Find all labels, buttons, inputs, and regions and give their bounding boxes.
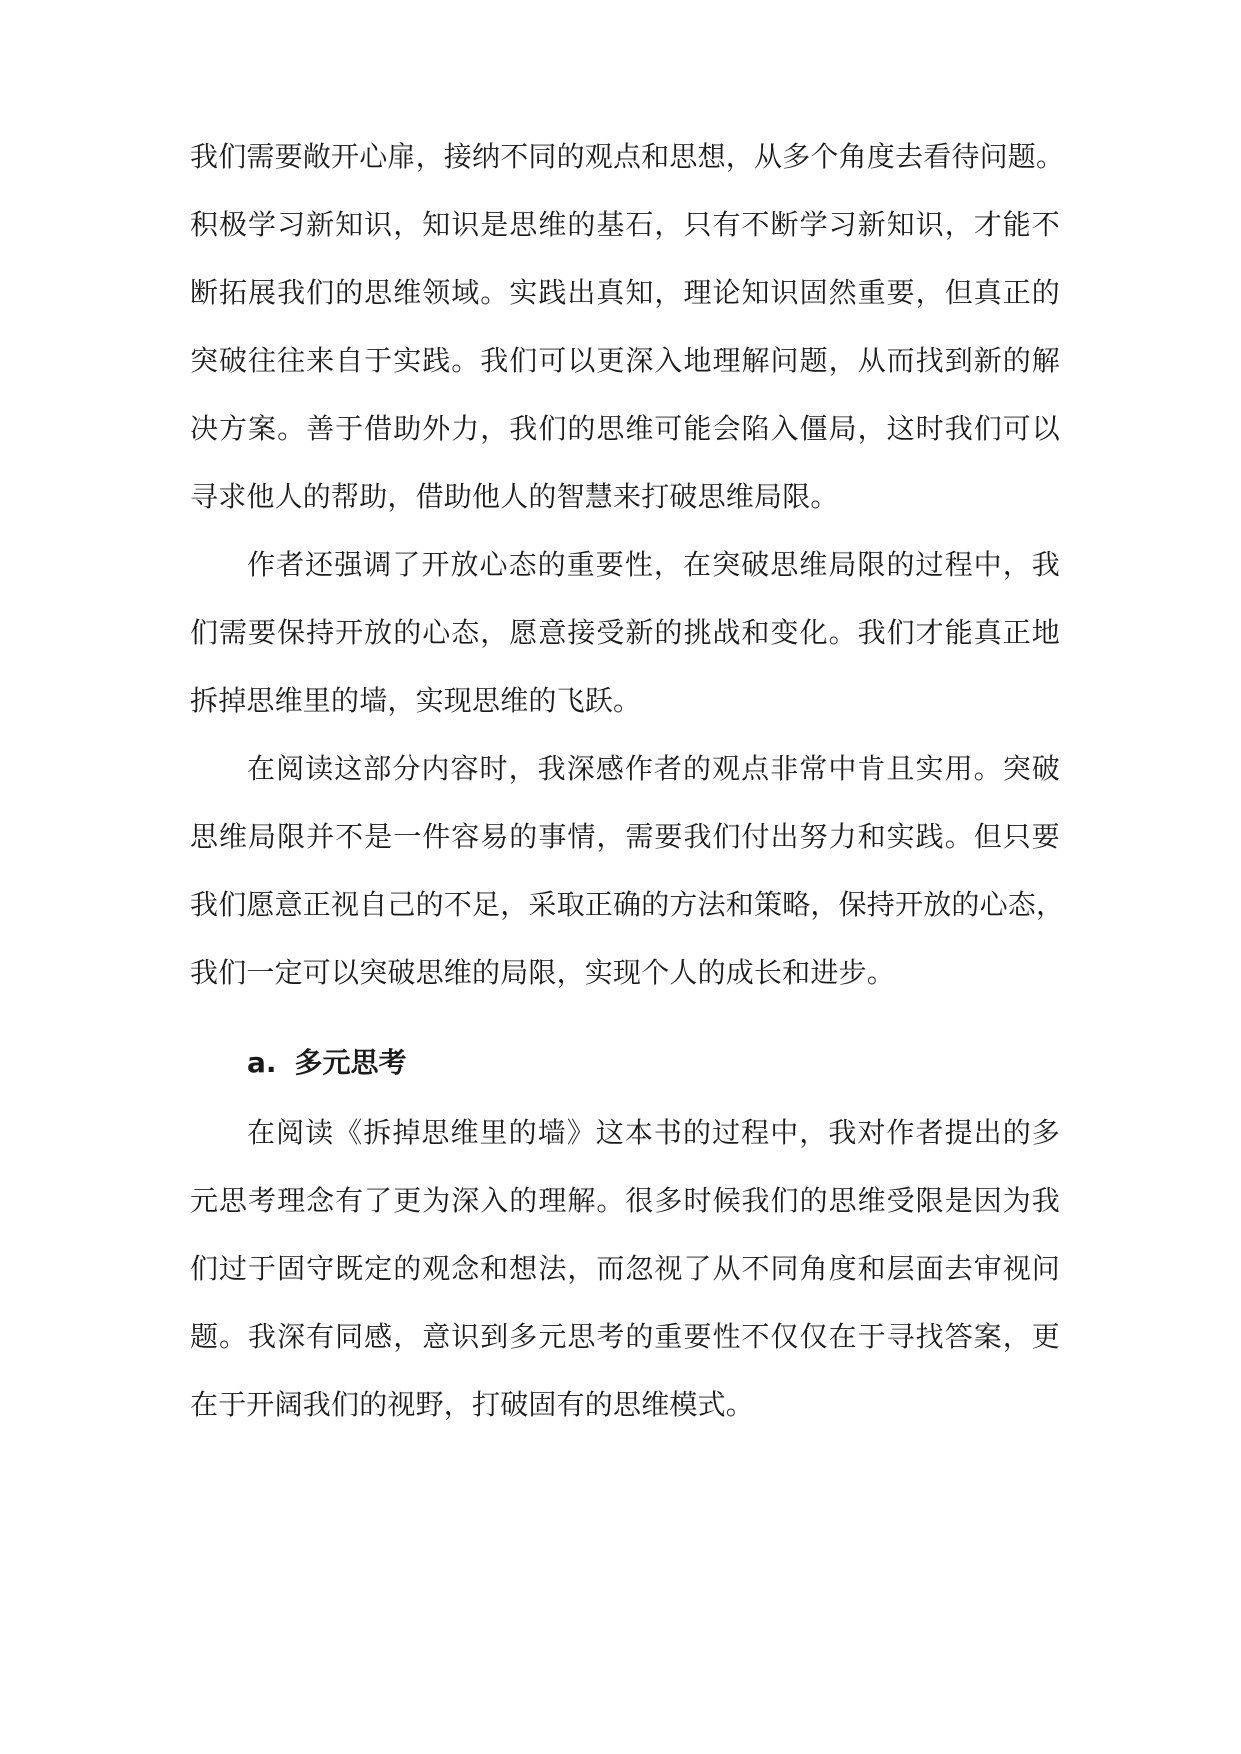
paragraph-2-line-3: 拆掉思维里的墙，实现思维的飞跃。 <box>190 684 642 717</box>
paragraph-2-line-2: 们需要保持开放的心态，愿意接受新的挑战和变化。我们才能真正地 <box>190 616 1060 649</box>
paragraph-4-line-3: 们过于固守既定的观念和想法，而忽视了从不同角度和层面去审视问 <box>190 1252 1060 1285</box>
heading-title: 多元思考 <box>294 1046 407 1079</box>
paragraph-3-line-1: 在阅读这部分内容时，我深感作者的观点非常中肯且实用。突破 <box>247 752 1060 785</box>
paragraph-3-line-3: 我们愿意正视自己的不足，采取正确的方法和策略，保持开放的心态， <box>190 888 1065 921</box>
heading-marker: a. <box>247 1046 277 1079</box>
paragraph-1-line-1: 我们需要敞开心扉，接纳不同的观点和思想，从多个角度去看待问题。 <box>190 140 1065 173</box>
section-heading <box>247 1038 407 1088</box>
paragraph-4-line-1: 在阅读《拆掉思维里的墙》这本书的过程中，我对作者提出的多 <box>247 1116 1060 1149</box>
paragraph-4-line-5: 在于开阔我们的视野，打破固有的思维模式。 <box>190 1388 755 1421</box>
paragraph-4-line-4: 题。我深有同感，意识到多元思考的重要性不仅仅在于寻找答案，更 <box>190 1320 1060 1353</box>
paragraph-1-line-2: 积极学习新知识，知识是思维的基石，只有不断学习新知识，才能不 <box>190 208 1060 241</box>
paragraph-1-line-4: 突破往往来自于实践。我们可以更深入地理解问题，从而找到新的解 <box>190 344 1060 377</box>
paragraph-1-line-3: 断拓展我们的思维领域。实践出真知，理论知识固然重要，但真正的 <box>190 276 1060 309</box>
paragraph-4-line-2: 元思考理念有了更为深入的理解。很多时候我们的思维受限是因为我 <box>190 1184 1060 1217</box>
paragraph-1-line-6: 寻求他人的帮助，借助他人的智慧来打破思维局限。 <box>190 480 839 513</box>
paragraph-3-line-2: 思维局限并不是一件容易的事情，需要我们付出努力和实践。但只要 <box>190 820 1060 853</box>
paragraph-1-line-5: 决方案。善于借助外力，我们的思维可能会陷入僵局，这时我们可以 <box>190 412 1060 445</box>
paragraph-3-line-4: 我们一定可以突破思维的局限，实现个人的成长和进步。 <box>190 956 896 989</box>
paragraph-2-line-1: 作者还强调了开放心态的重要性，在突破思维局限的过程中，我 <box>247 548 1060 581</box>
